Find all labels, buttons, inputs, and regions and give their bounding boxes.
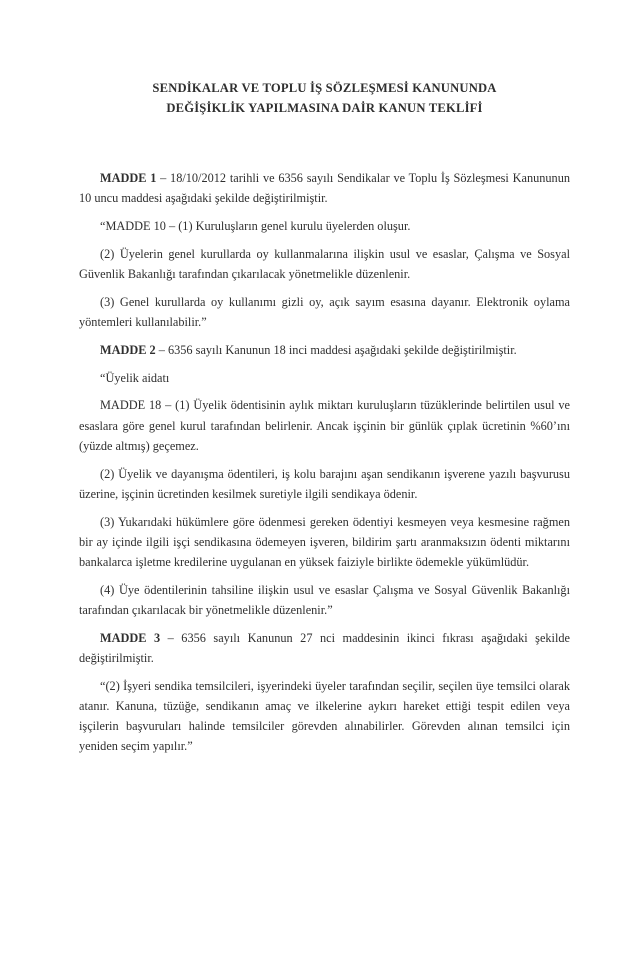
- article-3-text: – 6356 sayılı Kanunun 27 nci maddesinin ikinci fıkrası aşağıdaki şekilde değiştirilmiştir.: [79, 630, 570, 665]
- document-body: [79, 168, 570, 757]
- article-3-para-1: “(2) İşyeri sendika temsilcileri, işyerindeki üyeler tarafından seçilir, seçilen üye temsilci olarak atanır. Kanuna, tüzüğe, sendikanın amaç ve ilkelerine aykırı hareket ettiği tespit edilen veya işçilerin başvuruları halinde temsilciler görevden alınabilirler. Görevden alınan temsilci için yeniden seçim yapılır.”: [79, 678, 570, 754]
- article-1-para-1: “MADDE 10 – (1) Kuruluşların genel kurulu üyelerden oluşur.: [100, 219, 411, 233]
- title-line-1: SENDİKALAR VE TOPLU İŞ SÖZLEŞMESİ KANUNUNDA: [152, 81, 497, 95]
- article-1-para-2: (2) Üyelerin genel kurullarda oy kullanmalarına ilişkin usul ve esaslar, Çalışma ve Sosyal Güvenlik Bakanlığı tarafından çıkarılacak yönetmelikle düzenlenir.: [79, 246, 570, 281]
- article-3-intro: [79, 628, 570, 668]
- document-page: [0, 78, 636, 978]
- article-1-text: – 18/10/2012 tarihli ve 6356 sayılı Sendikalar ve Toplu İş Sözleşmesi Kanununun 10 uncu maddesi aşağıdaki şekilde değiştirilmiştir.: [79, 171, 570, 206]
- article-2-label: MADDE 2: [100, 342, 156, 357]
- article-2-para-1: MADDE 18 – (1) Üyelik ödentisinin aylık miktarı kuruluşların tüzüklerinde belirtilen usul ve esaslara göre genel kurul tarafından belirlenir. Ancak işçinin bir günlük çıplak ücretinin %60’ını (yüzde altmış) geçemez.: [79, 398, 570, 453]
- title-line-2: DEĞİŞİKLİK YAPILMASINA DAİR KANUN TEKLİFİ: [166, 101, 483, 115]
- document-title: [79, 78, 570, 118]
- article-2-text: – 6356 sayılı Kanunun 18 inci maddesi aşağıdaki şekilde değiştirilmiştir.: [155, 342, 517, 357]
- article-2-intro: [79, 340, 570, 360]
- article-2-para-3: (3) Yukarıdaki hükümlere göre ödenmesi gereken ödentiyi kesmeyen veya kesmesine rağmen bir ay içinde ilgili işçi sendikasına ödemeyen işveren, bildirim şartı aranmaksızın ödenti miktarını bankalarca işletme kredilerine uygulanan en yüksek faiziyle birlikte ödemekle yükümlüdür.: [79, 514, 570, 569]
- article-2-para-4: (4) Üye ödentilerinin tahsiline ilişkin usul ve esaslar Çalışma ve Sosyal Güvenlik Bakanlığı tarafından çıkarılacak bir yönetmelikle düzenlenir.”: [79, 582, 570, 617]
- article-1-para-3: (3) Genel kurullarda oy kullanımı gizli oy, açık sayım esasına dayanır. Elektronik oylama yöntemleri kullanılabilir.”: [79, 294, 570, 329]
- article-1-intro: [79, 168, 570, 208]
- article-2-heading: “Üyelik aidatı: [100, 370, 170, 385]
- article-2-para-2: (2) Üyelik ve dayanışma ödentileri, iş kolu barajını aşan sendikanın işverene yazılı başvurusu üzerine, işçinin ücretinden kesilmek suretiyle ilgili sendikaya ödenir.: [79, 466, 570, 501]
- article-1-label: MADDE 1: [100, 171, 157, 185]
- article-3-label: MADDE 3: [100, 630, 161, 645]
